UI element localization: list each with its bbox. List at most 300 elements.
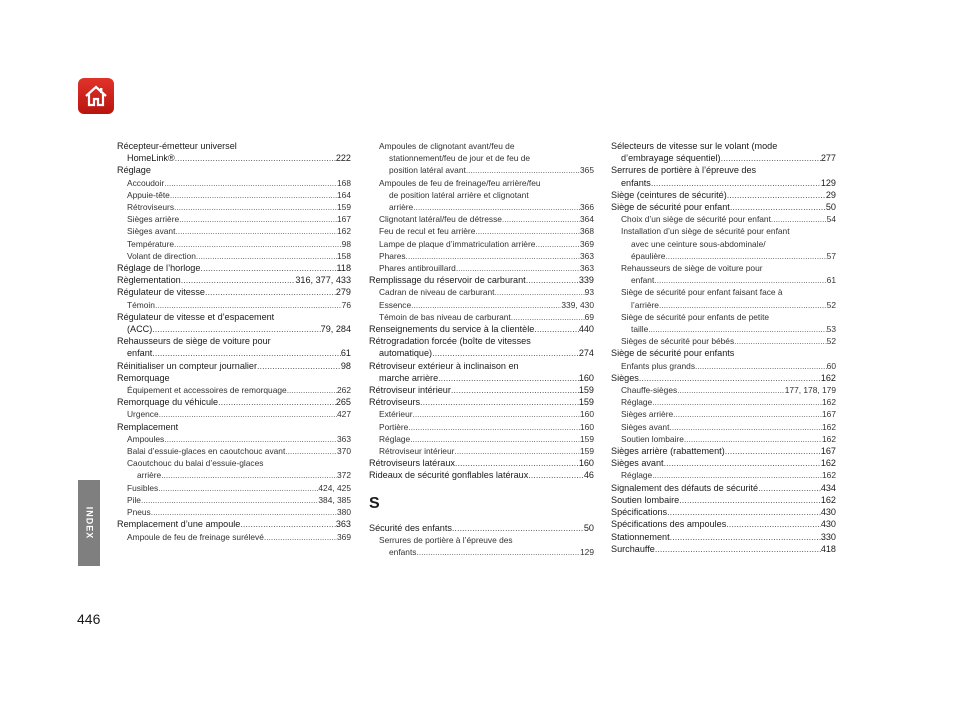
leader-dots — [528, 469, 584, 481]
entry-term: Chauffe-sièges — [621, 385, 678, 396]
entry-term: Témoin de bas niveau de carburant — [379, 311, 511, 322]
index-subentry[interactable] — [369, 262, 594, 274]
page-reference[interactable]: 159 — [580, 446, 594, 457]
index-subentry[interactable] — [117, 531, 351, 543]
leader-dots — [526, 274, 579, 286]
index-entry[interactable] — [117, 140, 351, 164]
index-entry[interactable] — [369, 335, 594, 359]
page-reference[interactable]: 430 — [820, 519, 836, 530]
page-reference[interactable]: 159 — [337, 202, 351, 213]
entry-term: arrière — [137, 470, 162, 481]
index-subentry[interactable] — [117, 433, 351, 445]
entry-term: marche arrière — [379, 372, 439, 383]
page-reference[interactable]: 98 — [340, 360, 351, 371]
leader-dots — [651, 177, 821, 189]
index-subentry[interactable] — [611, 225, 836, 262]
page-reference[interactable]: 160 — [580, 421, 594, 432]
entry-term: Rétroviseur intérieur — [379, 446, 455, 457]
index-entry[interactable] — [611, 494, 836, 506]
entry-text-line: Ampoules de clignotant avant/feu de — [379, 141, 515, 151]
page-reference[interactable]: 222 — [335, 153, 351, 164]
index-subentry[interactable] — [369, 311, 594, 323]
index-entry[interactable] — [611, 506, 836, 518]
index-subentry[interactable] — [369, 299, 594, 311]
leader-dots — [285, 445, 337, 457]
index-subentry[interactable] — [369, 140, 594, 177]
leader-dots — [454, 445, 580, 457]
leader-dots — [151, 506, 337, 518]
entry-text-line: Rehausseurs de siège de voiture pour — [621, 263, 763, 274]
entry-term: Réglage — [379, 433, 411, 444]
leader-dots — [725, 445, 821, 457]
index-subentry[interactable] — [611, 469, 836, 481]
page-reference[interactable]: 274 — [578, 348, 594, 359]
index-subentry[interactable] — [369, 534, 594, 558]
entry-term: Témoin — [127, 299, 155, 310]
page-reference[interactable]: 427 — [337, 409, 351, 420]
entry-text-line: Régulateur de vitesse et d’espacement — [117, 311, 275, 322]
page-reference[interactable]: 372 — [337, 470, 351, 481]
entry-term: Réglage de l’horloge — [117, 263, 201, 274]
entry-term: HomeLink® — [127, 153, 175, 164]
entry-term: enfant — [127, 348, 153, 359]
index-subentry[interactable] — [369, 445, 594, 457]
page-reference[interactable]: 430 — [820, 507, 836, 518]
index-subentry[interactable] — [117, 201, 351, 213]
entry-text-line: Serrures de portière à l’épreuve des — [611, 165, 757, 176]
leader-dots — [181, 274, 296, 286]
entry-text-line: avec une ceinture sous-abdominale/ — [631, 238, 766, 249]
entry-term: Clignotant latéral/feu de détresse — [379, 214, 502, 225]
leader-dots — [200, 262, 336, 274]
leader-dots — [141, 494, 318, 506]
index-entry[interactable] — [611, 140, 836, 164]
entry-text-line: Caoutchouc du balai d’essuie-glaces — [127, 458, 264, 469]
entry-term: Sièges avant — [611, 458, 664, 469]
entry-term: Phares antibrouillard — [379, 263, 456, 274]
index-subentry[interactable] — [369, 408, 594, 420]
index-subentry[interactable] — [117, 238, 351, 250]
leader-dots — [511, 311, 585, 323]
entry-text-line: Rehausseurs de siège de voiture pour — [117, 336, 271, 347]
entry-term: Appuie-tête — [127, 189, 170, 200]
leader-dots — [179, 213, 337, 225]
entry-term: Rideaux de sécurité gonflables latéraux — [369, 470, 529, 481]
entry-term: Remplacement — [117, 421, 179, 432]
leader-dots — [669, 421, 822, 433]
entry-term: Règlementation — [117, 275, 181, 286]
entry-term: Extérieur — [379, 409, 413, 420]
page-reference[interactable]: 60 — [826, 360, 836, 371]
page-reference[interactable]: 162 — [820, 372, 836, 383]
page-number: 446 — [77, 611, 101, 627]
index-column-1 — [117, 140, 351, 543]
page-reference[interactable]: 370 — [337, 446, 351, 457]
page-reference[interactable]: 363 — [337, 433, 351, 444]
index-subentry[interactable] — [611, 311, 836, 335]
page-reference[interactable]: 160 — [578, 372, 594, 383]
page-reference[interactable]: 434 — [820, 482, 836, 493]
index-entry[interactable] — [611, 189, 836, 201]
index-entry[interactable] — [369, 469, 594, 481]
index-entry[interactable] — [369, 323, 594, 335]
page-reference[interactable]: 316, 377, 433 — [295, 275, 351, 286]
leader-dots — [175, 152, 336, 164]
page-reference[interactable]: 330 — [820, 531, 836, 542]
index-subentry[interactable] — [117, 384, 351, 396]
page-reference[interactable]: 76 — [341, 299, 351, 310]
entry-term: Choix d’un siège de sécurité pour enfant — [621, 214, 771, 225]
index-entry[interactable] — [611, 518, 836, 530]
index-subentry[interactable] — [117, 506, 351, 518]
leader-dots — [218, 396, 336, 408]
entry-term: Remorquage — [117, 372, 170, 383]
index-entry[interactable] — [369, 522, 594, 534]
leader-dots — [535, 238, 580, 250]
index-subentry[interactable] — [611, 335, 836, 347]
page-reference[interactable]: 52 — [826, 336, 836, 347]
index-subentry[interactable] — [117, 445, 351, 457]
page-reference[interactable]: 159 — [580, 433, 594, 444]
entry-term: Urgence — [127, 409, 159, 420]
index-entry[interactable] — [117, 372, 351, 384]
entry-text-line: de position latéral arrière et clignotant — [389, 189, 529, 200]
leader-dots — [771, 213, 827, 225]
leader-dots — [406, 250, 580, 262]
home-button[interactable] — [78, 78, 114, 114]
index-entry[interactable] — [611, 201, 836, 213]
entry-term: Température — [127, 238, 175, 249]
entry-term: Soutien lombaire — [611, 494, 680, 505]
page-reference[interactable]: 93 — [584, 287, 594, 298]
leader-dots — [416, 546, 580, 558]
leader-dots — [164, 177, 337, 189]
index-subentry[interactable] — [117, 225, 351, 237]
entry-term: Sièges avant — [621, 421, 670, 432]
leader-dots — [655, 543, 821, 555]
page-reference[interactable]: 164 — [337, 189, 351, 200]
leader-dots — [170, 189, 337, 201]
page-reference[interactable]: 158 — [337, 250, 351, 261]
entry-term: Balai d’essuie-glaces en caoutchouc avant — [127, 446, 286, 457]
leader-dots — [677, 384, 785, 396]
page-reference[interactable]: 369 — [337, 531, 351, 542]
entry-text-line: Sélecteurs de vitesse sur le volant (mode — [611, 141, 778, 151]
index-entry[interactable] — [117, 518, 351, 530]
page-reference[interactable]: 162 — [822, 397, 836, 408]
page-reference[interactable]: 54 — [826, 214, 836, 225]
page-reference[interactable]: 118 — [336, 263, 351, 274]
entry-term: Rétroviseur intérieur — [369, 385, 451, 396]
page-reference[interactable]: 339 — [578, 275, 594, 286]
index-subentry[interactable] — [611, 433, 836, 445]
index-entry[interactable] — [369, 274, 594, 286]
leader-dots — [455, 457, 579, 469]
index-subentry[interactable] — [611, 384, 836, 396]
index-entry[interactable] — [611, 457, 836, 469]
entry-term: arrière — [389, 202, 414, 213]
index-subentry[interactable] — [117, 213, 351, 225]
leader-dots — [726, 518, 821, 530]
page-reference[interactable]: 69 — [584, 311, 594, 322]
page-reference[interactable]: 159 — [578, 397, 594, 408]
page-reference[interactable]: 50 — [825, 202, 836, 213]
page-reference[interactable]: 177, 178, 179 — [784, 385, 836, 396]
entry-term: Lampe de plaque d’immatriculation arrière — [379, 238, 536, 249]
leader-dots — [438, 372, 579, 384]
page-reference[interactable]: 162 — [822, 421, 836, 432]
index-subentry[interactable] — [611, 421, 836, 433]
page-reference[interactable]: 339, 430 — [561, 299, 594, 310]
index-entry[interactable] — [369, 396, 594, 408]
entry-term: Phares — [379, 250, 406, 261]
page-reference[interactable]: 162 — [820, 458, 836, 469]
leader-dots — [451, 384, 579, 396]
entry-term: Sièges — [611, 372, 639, 383]
page-reference[interactable]: 57 — [826, 250, 836, 261]
page-reference[interactable]: 384, 385 — [318, 494, 351, 505]
entry-term: Accoudoir — [127, 177, 165, 188]
leader-dots — [648, 323, 826, 335]
leader-dots — [684, 433, 822, 445]
leader-dots — [734, 335, 827, 347]
entry-term: Volant de direction — [127, 250, 196, 261]
leader-dots — [161, 469, 337, 481]
page-reference[interactable]: 162 — [822, 470, 836, 481]
entry-term: Remplissage du réservoir de carburant — [369, 275, 526, 286]
page-reference[interactable]: 61 — [826, 275, 836, 286]
index-subentry[interactable] — [611, 396, 836, 408]
index-subentry[interactable] — [369, 225, 594, 237]
leader-dots — [654, 274, 826, 286]
entry-term: l’arrière — [631, 299, 659, 310]
leader-dots — [159, 408, 337, 420]
leader-dots — [456, 262, 580, 274]
leader-dots — [673, 408, 822, 420]
leader-dots — [639, 372, 821, 384]
leader-dots — [420, 396, 579, 408]
page-reference[interactable]: 162 — [337, 226, 351, 237]
leader-dots — [659, 299, 827, 311]
page-reference[interactable]: 29 — [825, 189, 836, 200]
entry-term: Siège (ceintures de sécurité) — [611, 189, 727, 200]
page-reference[interactable]: 363 — [580, 263, 594, 274]
leader-dots — [152, 323, 320, 335]
index-subentry[interactable] — [611, 360, 836, 372]
entry-term: Siège de sécurité pour enfant — [611, 202, 730, 213]
leader-dots — [240, 518, 335, 530]
page-reference[interactable]: 162 — [820, 494, 836, 505]
page-reference[interactable]: 363 — [335, 519, 351, 530]
index-subentry[interactable] — [369, 433, 594, 445]
leader-dots — [432, 347, 579, 359]
leader-dots — [494, 286, 584, 298]
entry-term: Soutien lombaire — [621, 433, 684, 444]
leader-dots — [727, 189, 826, 201]
page-reference[interactable]: 167 — [337, 214, 351, 225]
index-subentry[interactable] — [611, 408, 836, 420]
leader-dots — [257, 360, 341, 372]
leader-dots — [413, 408, 581, 420]
index-column-2 — [369, 140, 594, 558]
page-reference[interactable]: 98 — [341, 238, 351, 249]
index-subentry[interactable] — [369, 238, 594, 250]
entry-term: Sièges arrière (rabattement) — [611, 446, 725, 457]
entry-term: Équipement et accessoires de remorquage — [127, 385, 287, 396]
page-reference[interactable]: 160 — [580, 409, 594, 420]
page-reference[interactable]: 79, 284 — [320, 324, 351, 335]
index-entry[interactable] — [611, 372, 836, 384]
entry-term: Ampoule de feu de freinage surélevé — [127, 531, 264, 542]
index-entry[interactable] — [117, 286, 351, 298]
index-subentry[interactable] — [117, 457, 351, 481]
index-entry[interactable] — [611, 164, 836, 188]
page-reference[interactable]: 46 — [583, 470, 594, 481]
leader-dots — [679, 494, 821, 506]
entry-term: Signalement des défauts de sécurité — [611, 482, 759, 493]
entry-term: Pneus — [127, 507, 151, 518]
leader-dots — [413, 201, 580, 213]
index-entry[interactable] — [117, 274, 351, 286]
index-entry[interactable] — [117, 396, 351, 408]
entry-term: Sièges arrière — [127, 214, 180, 225]
index-subentry[interactable] — [611, 262, 836, 286]
index-subentry[interactable] — [117, 494, 351, 506]
entry-term: automatique) — [379, 348, 433, 359]
page-reference[interactable]: 364 — [580, 214, 594, 225]
page-reference[interactable]: 368 — [580, 226, 594, 237]
entry-term: Réglage — [117, 165, 151, 176]
page-reference[interactable]: 369 — [580, 238, 594, 249]
leader-dots — [695, 360, 827, 372]
page-reference[interactable]: 162 — [822, 433, 836, 444]
page-reference[interactable]: 277 — [820, 153, 836, 164]
index-entry[interactable] — [117, 262, 351, 274]
page-reference[interactable]: 160 — [578, 458, 594, 469]
page-reference[interactable]: 424, 425 — [318, 482, 351, 493]
index-subentry[interactable] — [117, 299, 351, 311]
entry-term: Sièges de sécurité pour bébés — [621, 336, 735, 347]
page-reference[interactable]: 129 — [820, 177, 836, 188]
index-subentry[interactable] — [117, 482, 351, 494]
index-subentry[interactable] — [117, 177, 351, 189]
page-reference[interactable]: 440 — [578, 324, 594, 335]
entry-term: Sièges arrière — [621, 409, 674, 420]
index-entry[interactable] — [611, 445, 836, 457]
entry-term: Rétroviseurs — [369, 397, 421, 408]
page-reference[interactable]: 418 — [820, 543, 836, 554]
index-entry[interactable] — [611, 543, 836, 555]
page-reference[interactable]: 167 — [820, 446, 836, 457]
index-entry[interactable] — [369, 384, 594, 396]
page-reference[interactable]: 265 — [335, 397, 351, 408]
leader-dots — [158, 482, 318, 494]
entry-term: Remplacement d’une ampoule — [117, 519, 241, 530]
index-entry[interactable] — [117, 360, 351, 372]
leader-dots — [408, 421, 580, 433]
page-reference[interactable]: 366 — [580, 202, 594, 213]
leader-dots — [196, 250, 337, 262]
leader-dots — [475, 225, 580, 237]
entry-term: Spécifications des ampoules — [611, 519, 727, 530]
leader-dots — [164, 433, 337, 445]
page-reference[interactable]: 129 — [580, 547, 594, 558]
entry-text-line: Rétrogradation forcée (boîte de vitesses — [369, 336, 531, 347]
page-reference[interactable]: 262 — [337, 385, 351, 396]
leader-dots — [152, 347, 341, 359]
entry-term: position latéral avant — [389, 165, 466, 176]
leader-dots — [670, 531, 821, 543]
index-column-3 — [611, 140, 836, 555]
page-reference[interactable]: 53 — [826, 324, 836, 335]
page-reference[interactable]: 50 — [583, 522, 594, 533]
entry-term: enfants — [621, 177, 651, 188]
index-entry[interactable] — [611, 482, 836, 494]
index-subentry[interactable] — [369, 213, 594, 225]
page-reference[interactable]: 159 — [578, 385, 594, 396]
index-subentry[interactable] — [369, 286, 594, 298]
page-reference[interactable]: 279 — [335, 287, 351, 298]
page-reference[interactable]: 168 — [337, 177, 351, 188]
index-entry[interactable] — [117, 164, 351, 176]
index-entry[interactable] — [369, 360, 594, 384]
index-subentry[interactable] — [611, 286, 836, 310]
page-reference[interactable]: 167 — [822, 409, 836, 420]
entry-term: Essence — [379, 299, 412, 310]
entry-term: Rétroviseurs latéraux — [369, 458, 455, 469]
index-subentry[interactable] — [611, 213, 836, 225]
page-reference[interactable]: 365 — [580, 165, 594, 176]
entry-term: Stationnement — [611, 531, 670, 542]
index-tab[interactable] — [78, 480, 100, 566]
leader-dots — [466, 164, 580, 176]
index-entry[interactable] — [611, 531, 836, 543]
index-subentry[interactable] — [369, 177, 594, 214]
index-entry[interactable] — [611, 347, 836, 359]
leader-dots — [730, 201, 826, 213]
entry-term: Cadran de niveau de carburant — [379, 287, 495, 298]
entry-text-line: Siège de sécurité pour enfants de petite — [621, 311, 770, 322]
leader-dots — [410, 433, 580, 445]
entry-term: Siège de sécurité pour enfants — [611, 348, 735, 359]
leader-dots — [175, 225, 337, 237]
index-subentry[interactable] — [117, 408, 351, 420]
leader-dots — [721, 152, 821, 164]
index-tab-label: INDEX — [84, 506, 95, 540]
entry-term: d’embrayage séquentiel) — [621, 153, 721, 164]
page-reference[interactable]: 363 — [580, 250, 594, 261]
entry-term: (ACC) — [127, 324, 153, 335]
index-entry[interactable] — [117, 335, 351, 359]
leader-dots — [667, 506, 821, 518]
index-subentry[interactable] — [369, 421, 594, 433]
page-reference[interactable]: 380 — [337, 507, 351, 518]
entry-text-line: Installation d’un siège de sécurité pour enfant — [621, 226, 790, 237]
index-entry[interactable] — [117, 311, 351, 335]
entry-term: Ampoules — [127, 433, 165, 444]
index-subentry[interactable] — [369, 250, 594, 262]
index-subentry[interactable] — [117, 189, 351, 201]
leader-dots — [534, 323, 579, 335]
entry-text-line: stationnement/feu de jour et de feu de — [389, 153, 531, 164]
entry-term: Réglage — [621, 470, 653, 481]
page-reference[interactable]: 61 — [340, 348, 351, 359]
index-entry[interactable] — [117, 421, 351, 433]
index-entry[interactable] — [369, 457, 594, 469]
page-reference[interactable]: 52 — [826, 299, 836, 310]
entry-term: Enfants plus grands — [621, 360, 696, 371]
index-subentry[interactable] — [117, 250, 351, 262]
